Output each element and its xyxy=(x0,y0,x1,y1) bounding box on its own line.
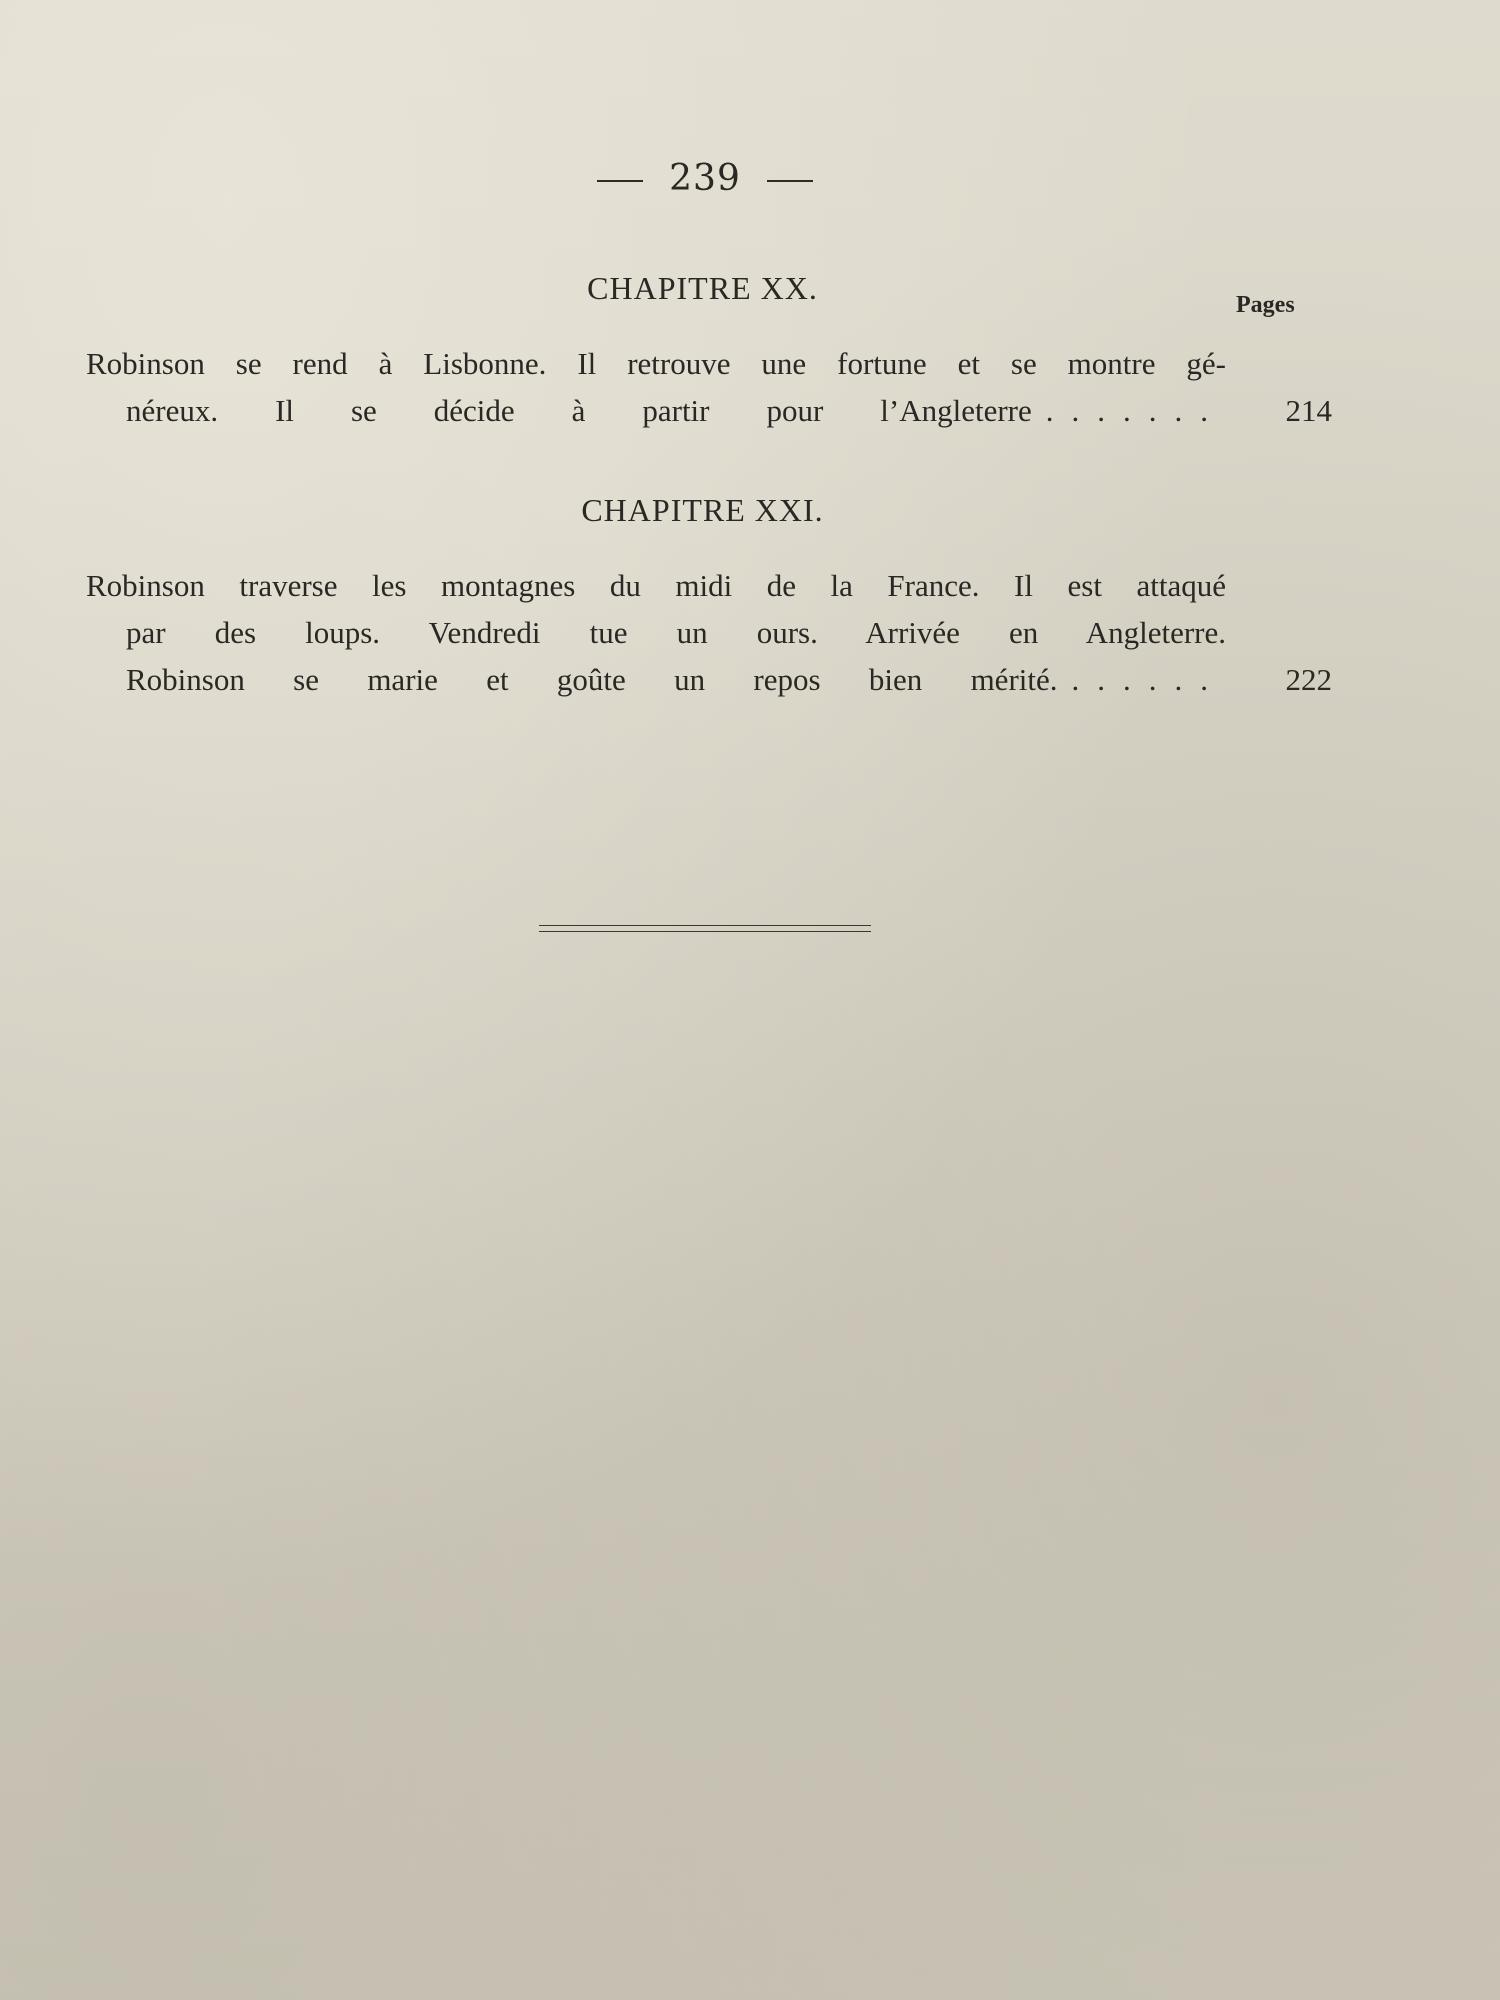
dot-leader: ....... xyxy=(1045,393,1226,428)
chapter-title: CHAPITRE XX. xyxy=(587,270,818,306)
toc-page-ref: 214 xyxy=(1285,393,1332,428)
page-number-header xyxy=(0,158,1410,199)
pages-column-label: Pages xyxy=(1236,292,1295,318)
chapter-title: CHAPITRE XXI. xyxy=(581,492,824,528)
left-dash xyxy=(597,180,643,182)
toc-entry-last-line xyxy=(86,656,1226,703)
dot-leader: ...... xyxy=(1071,662,1226,697)
double-rule-divider xyxy=(539,925,871,932)
toc-entry-line: néreux. Il se décide à partir pour l’Angleterre xyxy=(126,393,1032,428)
toc-entry-line: par des loups. Vendredi tue un ours. Arrivée en Angleterre. xyxy=(126,615,1226,650)
toc-entry xyxy=(86,562,1332,703)
page-number: 239 xyxy=(669,158,741,199)
toc-entry xyxy=(86,340,1332,434)
right-dash xyxy=(767,180,813,182)
toc-entry-line: Robinson se rend à Lisbonne. Il retrouve une fortune et se montre gé- xyxy=(86,346,1226,381)
toc-entry-line: Robinson se marie et goûte un repos bien mérité. xyxy=(126,662,1058,697)
toc-page-ref: 222 xyxy=(1285,662,1332,697)
toc-entry-line: Robinson traverse les montagnes du midi de la France. Il est attaqué xyxy=(86,568,1226,603)
toc-entry-last-line xyxy=(86,387,1226,434)
